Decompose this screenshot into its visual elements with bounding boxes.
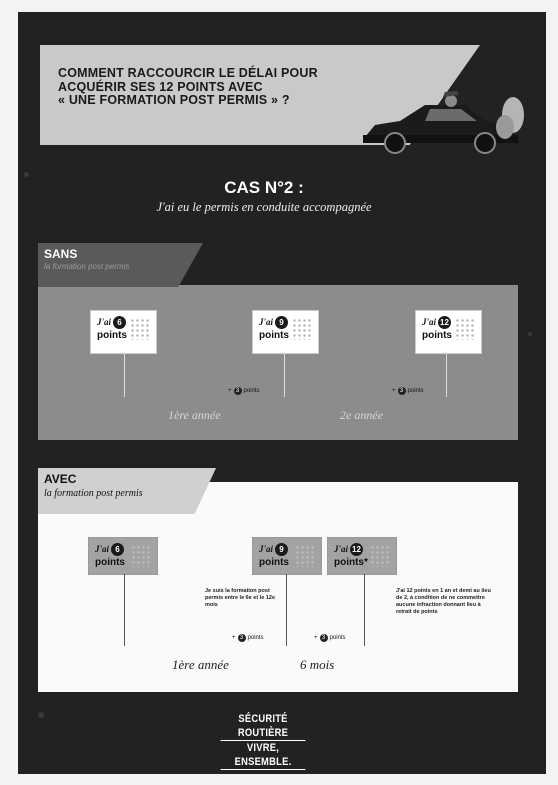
sign-number: 6 (111, 543, 124, 556)
year-label: 1ère année (172, 657, 229, 672)
points-sign (88, 537, 158, 575)
points-grid-icon (295, 545, 315, 567)
year-label: 2e année (340, 408, 383, 422)
points-sign (252, 310, 319, 354)
gain-unit: points (407, 388, 424, 394)
avec-label: AVEC (44, 472, 77, 486)
header-title-line1: COMMENT RACCOURCIR LE DÉLAI POUR (58, 66, 318, 80)
gain-unit: points (243, 388, 260, 394)
gain-number: 3 (320, 634, 328, 642)
sign-number: 12 (350, 543, 363, 556)
sign-number: 9 (275, 316, 288, 329)
sign-number: 12 (438, 316, 451, 329)
sign-pole (124, 352, 125, 397)
points-sign (252, 537, 322, 575)
points-sign (327, 537, 397, 575)
case-subtitle: J'ai eu le permis en conduite accompagnée (156, 200, 372, 214)
sign-suffix: points (259, 557, 289, 568)
gain-number: 3 (238, 634, 246, 642)
points-gain (232, 634, 264, 642)
points-sign (415, 310, 482, 354)
points-grid-icon (131, 545, 151, 567)
logo-line1: SÉCURITÉ ROUTIÈRE (221, 712, 306, 741)
securite-routiere-logo (221, 712, 306, 770)
points-gain (228, 387, 260, 395)
sign-prefix: J'ai (259, 317, 274, 327)
sign-pole (286, 574, 287, 646)
result-note: J'ai 12 points en 1 an et demi au lieu de 2, à condition de ne commettre aucune infraction donnant lieu à retrait de points (396, 588, 491, 615)
sign-pole (284, 352, 285, 397)
points-gain (392, 387, 424, 395)
sign-pole (124, 574, 125, 646)
gain-number: 3 (234, 387, 242, 395)
sign-suffix: points (97, 330, 127, 341)
header-title-line3: « UNE FORMATION POST PERMIS » ? (58, 93, 290, 107)
year-label: 1ère année (168, 408, 221, 422)
duration-label: 6 mois (300, 657, 335, 672)
sign-suffix: points (95, 557, 125, 568)
sans-sublabel: la formation post permis (44, 262, 130, 271)
case-title: CAS N°2 : (224, 178, 304, 197)
gain-sign: + (232, 635, 236, 641)
points-grid-icon (370, 545, 390, 567)
gain-number: 3 (398, 387, 406, 395)
sign-suffix: points (422, 330, 452, 341)
texture-speck (24, 172, 29, 177)
points-sign (90, 310, 157, 354)
header-title-line2: ACQUÉRIR SES 12 POINTS AVEC (58, 79, 263, 94)
gain-sign: + (314, 635, 318, 641)
sign-prefix: J'ai (95, 544, 110, 554)
logo-line2: VIVRE, ENSEMBLE. (221, 741, 306, 770)
header-title (58, 67, 388, 108)
sign-pole (446, 352, 447, 397)
sign-suffix: points* (334, 557, 368, 568)
gain-sign: + (392, 388, 396, 394)
points-grid-icon (130, 318, 150, 340)
sign-number: 6 (113, 316, 126, 329)
sign-number: 9 (275, 543, 288, 556)
sign-prefix: J'ai (422, 317, 437, 327)
car-illustration (355, 85, 525, 165)
sign-prefix: J'ai (97, 317, 112, 327)
training-note: Je suis la formation post permis entre le 6e et le 12e mois (205, 588, 276, 608)
sign-prefix: J'ai (259, 544, 274, 554)
gain-unit: points (247, 635, 264, 641)
points-grid-icon (292, 318, 312, 340)
gain-sign: + (228, 388, 232, 394)
sans-label: SANS (44, 247, 78, 261)
sign-pole (364, 574, 365, 646)
texture-speck (528, 332, 532, 336)
sign-prefix: J'ai (334, 544, 349, 554)
texture-speck (38, 712, 44, 718)
avec-sublabel: la formation post permis (44, 488, 143, 499)
gain-unit: points (329, 635, 346, 641)
points-gain (314, 634, 346, 642)
sign-suffix: points (259, 330, 289, 341)
points-grid-icon (455, 318, 475, 340)
